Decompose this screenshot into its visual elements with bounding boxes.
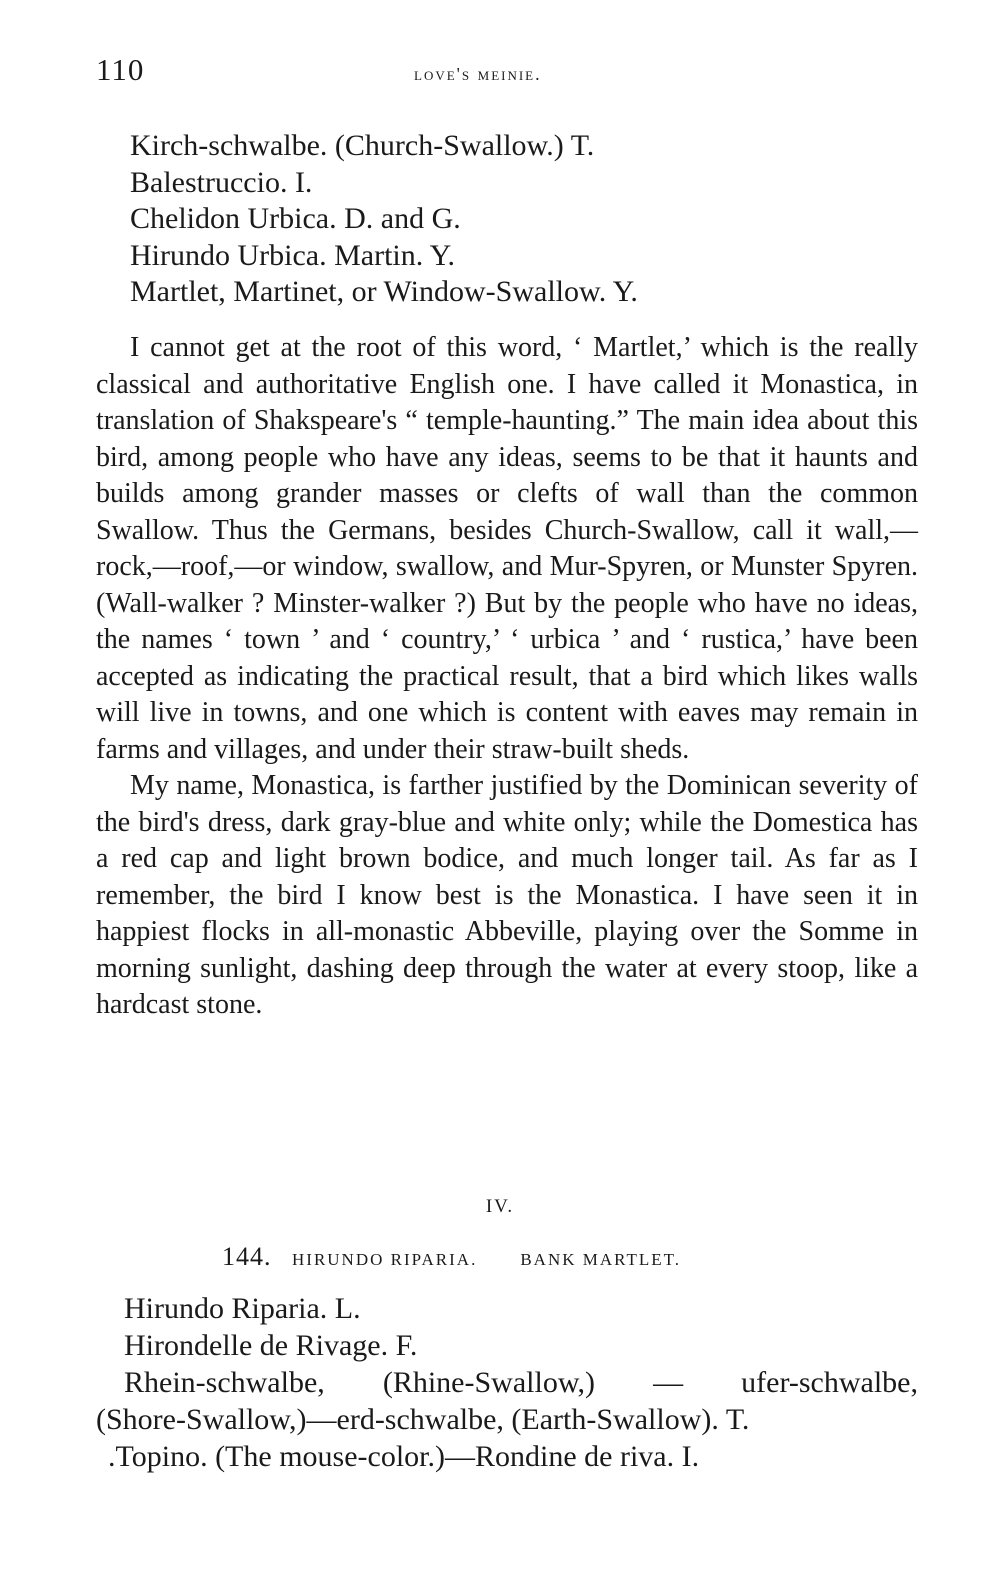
synonym-line: Chelidon Urbica. D. and G.	[130, 202, 461, 235]
synonym-part: Rhein-schwalbe,	[124, 1366, 325, 1399]
page-number: 110	[96, 52, 145, 87]
synonym-line: Kirch-schwalbe. (Church-Swallow.) T.	[130, 129, 595, 162]
synonym-part: (Rhine-Swallow,)	[382, 1366, 596, 1399]
synonym-line: Balestruccio. I.	[130, 165, 313, 199]
running-head: love's meinie.	[414, 64, 542, 84]
synonym-part: ufer-schwalbe,	[741, 1366, 918, 1399]
section-numeral: IV.	[485, 1196, 515, 1217]
entry-latin-name: HIRUNDO RIPARIA.	[292, 1250, 478, 1269]
synonym-list-2	[96, 1290, 918, 1475]
entry-english-name: BANK MARTLET.	[520, 1250, 681, 1269]
synonym-list	[130, 128, 910, 311]
synonym-line	[96, 1364, 918, 1401]
paragraph: I cannot get at the root of this word, ‘ Martlet,’ which is the really classical and authoritative English one. I have called it Monastica, in translation of Shakspeare's “ temple-haunting.” The main idea about this bird, among people who have any ideas, seems to be that it haunts and builds among grander masses or clefts of wall than the common Swallow. Thus the Germans, besides Church-Swallow, call it wall,—rock,—roof,—or window, swallow, and Mur-Spyren, or Munster Spyren. (Wall-walker ? Minster-walker ?) But by the people who have no ideas, the names ‘ town ’ and ‘ country,’ ‘ urbica ’ and ‘ rustica,’ have been accepted as indicating the practical result, that a bird which likes walls will live in towns, and one which is content with eaves may remain in farms and villages, and under their straw-built sheds.	[96, 332, 918, 765]
paragraph: My name, Monastica, is farther justified by the Dominican severity of the bird's dress, dark gray-blue and white only; while the Domestica has a red cap and light brown bodice, and much longer tail. As far as I remember, the bird I know best is the Monastica. I have seen it in happiest flocks in all-monastic Abbeville, playing over the Somme in morning sunlight, dashing deep through the water at every stoop, like a hardcast stone.	[96, 770, 918, 1020]
synonym-line: (Shore-Swallow,)—erd-schwalbe, (Earth-Swallow). T.	[96, 1403, 750, 1436]
body-text	[96, 330, 918, 1024]
synonym-line: Martlet, Martinet, or Window-Swallow. Y.	[130, 275, 638, 308]
entry-heading	[222, 1242, 681, 1272]
page-header	[96, 52, 916, 92]
synonym-line: Hirundo Riparia. L.	[124, 1292, 361, 1325]
entry-number: 144.	[222, 1242, 272, 1271]
synonym-line: .Topino. (The mouse-color.)—Rondine de riva. I.	[108, 1440, 700, 1473]
synonym-line: Hirondelle de Rivage. F.	[124, 1329, 418, 1362]
synonym-part: —	[653, 1366, 684, 1399]
synonym-line: Hirundo Urbica. Martin. Y.	[130, 238, 455, 272]
